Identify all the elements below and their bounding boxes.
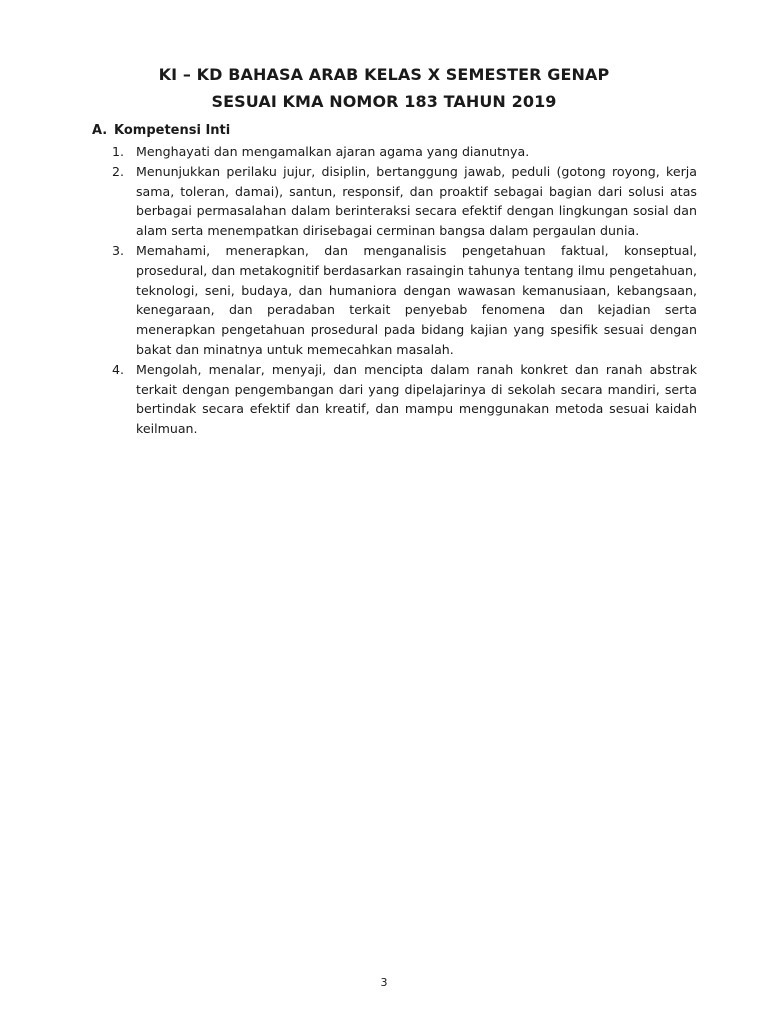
section-heading-text: Kompetensi Inti <box>114 123 231 138</box>
list-item-text: Menunjukkan perilaku jujur, disiplin, bertanggung jawab, peduli (gotong royong, kerja sama, toleran, damai), santun, responsif, dan proaktif sebagai bagian dari solusi atas berbagai permasalahan dalam berinteraksi secara efektif dengan lingkungan sosial dan alam serta menempatkan dirisebagai cerminan bangsa dalam pergaulan dunia. <box>136 163 697 239</box>
list-item-text: Mengolah, menalar, menyaji, dan mencipta dalam ranah konkret dan ranah abstrak terkait dengan pengembangan dari yang dipelajarinya di sekolah secara mandiri, serta bertindak secara efektif dan kreatif, dan mampu menggunakan metoda sesuai kaidah keilmuan. <box>136 361 697 437</box>
section-heading <box>92 121 230 141</box>
list-item <box>112 142 697 162</box>
document-title-line-1: KI – KD BAHASA ARAB KELAS X SEMESTER GENAP <box>158 65 610 84</box>
competency-list <box>112 142 697 439</box>
section-letter: A. <box>92 123 108 138</box>
list-item-number: 2. <box>112 163 125 179</box>
list-item <box>112 241 697 360</box>
list-item <box>112 162 697 241</box>
list-item-text: Menghayati dan mengamalkan ajaran agama yang dianutnya. <box>136 144 530 159</box>
list-item-number: 3. <box>112 242 125 258</box>
document-title-line-2: SESUAI KMA NOMOR 183 TAHUN 2019 <box>211 92 557 111</box>
list-item-number: 1. <box>112 144 125 159</box>
list-item-number: 4. <box>112 361 125 377</box>
list-item <box>112 360 697 439</box>
page-number: 3 <box>380 976 388 989</box>
list-item-text: Memahami, menerapkan, dan menganalisis pengetahuan faktual, konseptual, prosedural, dan metakognitif berdasarkan rasaingin tahunya tentang ilmu pengetahuan, teknologi, seni, budaya, dan humaniora dengan wawasan kemanusiaan, kebangsaan, kenegaraan, dan peradaban terkait penyebab fenomena dan kejadian serta menerapkan pengetahuan prosedural pada bidang kajian yang spesifik sesuai dengan bakat dan minatnya untuk memecahkan masalah. <box>136 242 697 357</box>
